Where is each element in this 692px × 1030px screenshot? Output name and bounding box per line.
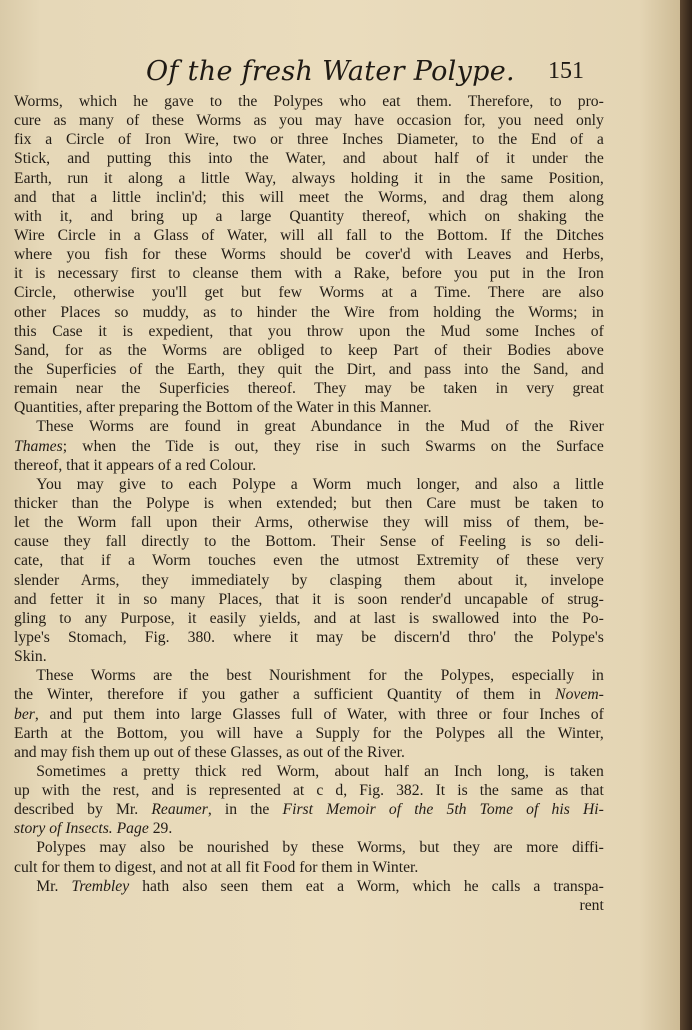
italic-text: Thames xyxy=(14,437,63,455)
text-line xyxy=(14,169,604,188)
text-segment: other Places so muddy, as to hinder the Wire from holding the Worms; in xyxy=(14,303,604,321)
text-segment: Earth, run it along a little Way, always holding it in the same Position, xyxy=(14,169,604,187)
text-segment: gling to any Purpose, it easily yields, and at last is swallowed into the Po- xyxy=(14,609,604,627)
text-segment: remain near the Superficies thereof. They may be taken in very great xyxy=(14,380,604,398)
text-line xyxy=(14,207,604,226)
text-segment: let the Worm fall upon their Arms, otherwise they will miss of them, be- xyxy=(14,514,604,532)
text-segment: rent xyxy=(579,896,604,914)
text-line xyxy=(14,647,604,666)
text-line xyxy=(14,322,604,341)
text-line xyxy=(14,896,604,915)
italic-text: ber xyxy=(14,705,35,723)
body-text xyxy=(14,92,604,915)
text-line xyxy=(14,130,604,149)
text-segment: this Case it is expedient, that you throw upon the Mud some Inches of xyxy=(14,322,604,340)
text-line xyxy=(14,149,604,168)
text-segment: slender Arms, they immediately by clasping them about it, invelope xyxy=(14,571,604,589)
text-segment: with it, and bring up a large Quantity thereof, which on shaking the xyxy=(14,207,604,225)
text-segment: ; when the Tide is out, they rise in such Swarms on the Surface xyxy=(62,437,604,455)
text-segment: it is necessary first to cleanse them with a Rake, before you put in the Iron xyxy=(14,265,604,283)
text-segment: fix a Circle of Iron Wire, two or three Inches Diameter, to the End of a xyxy=(14,131,604,149)
text-segment: Circle, otherwise you'll get but few Worms at a Time. There are also xyxy=(14,284,604,302)
text-segment: , and put them into large Glasses full of Water, with three or four Inches of xyxy=(34,705,604,723)
text-segment: Sand, for as the Worms are obliged to keep Part of their Bodies above xyxy=(14,341,604,359)
text-line xyxy=(14,685,604,704)
italic-text: Trembley xyxy=(71,877,130,895)
text-line xyxy=(14,283,604,302)
text-segment: thicker than the Polype is when extended; but then Care must be taken to xyxy=(14,494,604,512)
book-edge xyxy=(680,0,692,1030)
text-line xyxy=(14,705,604,724)
text-segment: These Worms are the best Nourishment for the Polypes, especially in xyxy=(36,667,604,685)
text-line xyxy=(14,743,604,762)
text-line xyxy=(14,437,604,456)
text-segment: Stick, and putting this into the Water, and about half of it under the xyxy=(14,150,604,168)
text-line xyxy=(14,398,604,417)
text-line xyxy=(14,111,604,130)
text-segment: Quantities, after preparing the Bottom of the Water in this Manner. xyxy=(14,399,432,417)
text-segment: up with the rest, and is represented at c d, Fig. 382. It is the same as that xyxy=(14,782,604,800)
text-segment: Worms, which he gave to the Polypes who eat them. Therefore, to pro- xyxy=(14,93,604,110)
text-line xyxy=(14,858,604,877)
text-segment: cate, that if a Worm touches even the utmost Extremity of these very xyxy=(14,552,604,570)
text-line xyxy=(14,417,604,436)
text-segment: Mr. xyxy=(36,877,72,895)
text-line xyxy=(14,762,604,781)
text-line xyxy=(14,819,604,838)
text-line xyxy=(14,571,604,590)
text-line xyxy=(14,666,604,685)
page-number: 151 xyxy=(548,58,584,84)
text-segment: cure as many of these Worms as you may have occasion for, you need only xyxy=(14,112,604,130)
text-segment: hath also seen them eat a Worm, which he calls a transpa- xyxy=(129,877,604,895)
text-line xyxy=(14,379,604,398)
text-segment: lype's Stomach, Fig. 380. where it may be discern'd thro' the Polype's xyxy=(14,628,604,646)
text-segment: These Worms are found in great Abundance in the Mud of the River xyxy=(36,418,604,436)
text-line xyxy=(14,264,604,283)
text-segment: the Winter, therefore if you gather a sufficient Quantity of them in xyxy=(14,686,556,704)
text-line xyxy=(14,590,604,609)
text-segment: You may give to each Polype a Worm much longer, and also a little xyxy=(36,475,604,493)
text-line xyxy=(14,360,604,379)
text-segment: cult for them to digest, and not at all fit Food for them in Winter. xyxy=(14,858,419,876)
text-line xyxy=(14,226,604,245)
text-line xyxy=(14,609,604,628)
text-line xyxy=(14,513,604,532)
text-segment: the Superficies of the Earth, they quit the Dirt, and pass into the Sand, and xyxy=(14,360,604,378)
text-segment: Polypes may also be nourished by these Worms, but they are more diffi- xyxy=(36,839,604,857)
text-segment: thereof, that it appears of a red Colour. xyxy=(14,456,257,474)
running-title: Of the fresh Water Polype. xyxy=(146,56,515,87)
text-line xyxy=(14,532,604,551)
text-line xyxy=(14,800,604,819)
text-line xyxy=(14,551,604,570)
text-line xyxy=(14,838,604,857)
text-segment: Wire Circle in a Glass of Water, will all fall to the Bottom. If the Ditches xyxy=(14,226,604,244)
italic-text: story of Insects. Page xyxy=(14,820,149,838)
text-line xyxy=(14,877,604,896)
text-segment: and fetter it in so many Places, that it is soon render'd uncapable of strug- xyxy=(14,590,604,608)
text-segment: where you fish for these Worms should be cover'd with Leaves and Herbs, xyxy=(14,246,604,264)
text-segment: , in the xyxy=(207,801,283,819)
text-line xyxy=(14,724,604,743)
text-segment: and that a little inclin'd; this will meet the Worms, and drag them along xyxy=(14,188,604,206)
text-segment: Earth at the Bottom, you will have a Supply for the Polypes all the Winter, xyxy=(14,724,604,742)
text-segment: 29. xyxy=(148,820,173,838)
text-line xyxy=(14,456,604,475)
italic-text: Reaumer xyxy=(151,801,208,819)
text-segment: Skin. xyxy=(14,648,47,666)
text-line xyxy=(14,341,604,360)
text-line xyxy=(14,475,604,494)
text-line xyxy=(14,188,604,207)
text-line xyxy=(14,303,604,322)
text-segment: Sometimes a pretty thick red Worm, about half an Inch long, is taken xyxy=(36,762,604,780)
page-header xyxy=(0,52,680,92)
text-line xyxy=(14,245,604,264)
text-segment: described by Mr. xyxy=(14,801,152,819)
italic-text: Novem- xyxy=(555,686,604,704)
text-segment: and may fish them up out of these Glasses, as out of the River. xyxy=(14,743,405,761)
italic-text: First Memoir of the 5th Tome of his Hi- xyxy=(282,801,604,819)
text-line xyxy=(14,494,604,513)
text-line xyxy=(14,628,604,647)
text-line xyxy=(14,781,604,800)
text-segment: cause they fall directly to the Bottom. Their Sense of Feeling is so deli- xyxy=(14,533,604,551)
text-line xyxy=(14,92,604,111)
